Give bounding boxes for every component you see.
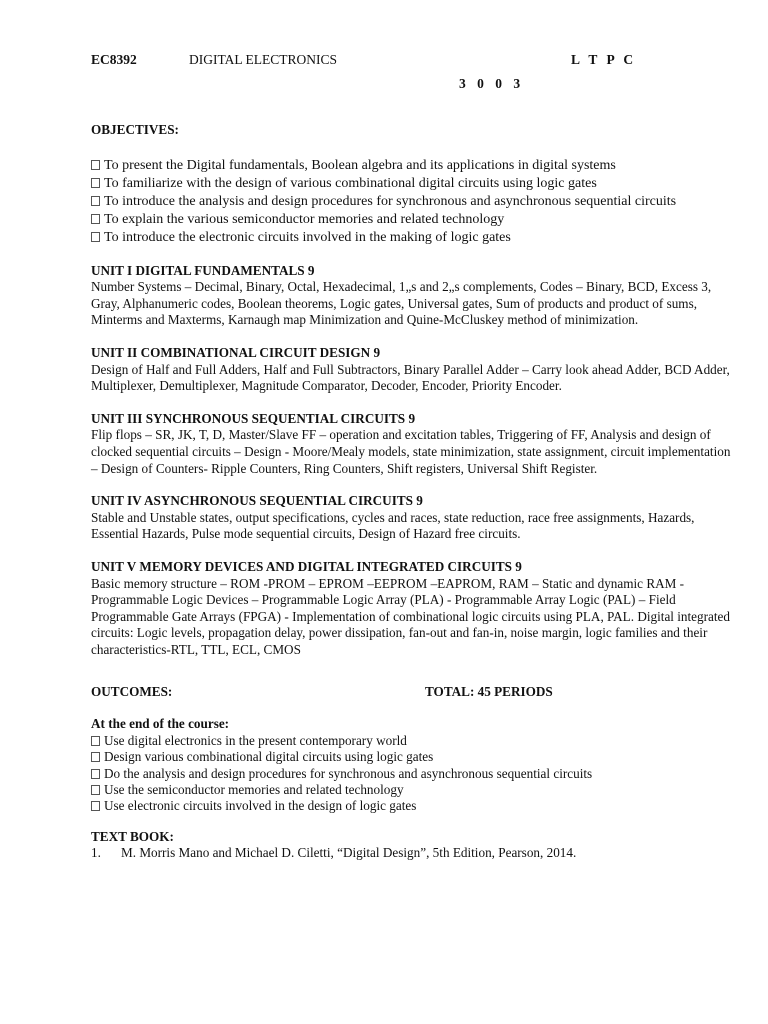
textbook-text: M. Morris Mano and Michael D. Ciletti, “Digital Design”, 5th Edition, Pearson, 2014. <box>121 845 577 861</box>
list-item: Do the analysis and design procedures for synchronous and asynchronous sequential circuits <box>91 766 731 782</box>
unit-body: Stable and Unstable states, output specifications, cycles and races, state reduction, race free assignments, Hazards, Essential Hazards, Pulse mode sequential circuits, Design of Hazard free circuits. <box>91 509 695 542</box>
bullet-box-icon <box>91 160 100 170</box>
unit-body: Basic memory structure – ROM -PROM – EPROM –EEPROM –EAPROM, RAM – Static and dynamic RAM - Programmable Logic Devices – Programmable Logic Array (PLA) - Programmable Array Logic (PAL) – Field Programmable Gate Arrays (FPGA) - Implementation of combinational logic circuits using PLA, PAL. Digital integrated circuits: Logic levels, propagation delay, power dissipation, fan-out and fan-in, noise margin, logic families and their characteristics-RTL, TTL, ECL, CMOS <box>91 575 730 657</box>
bullet-box-icon <box>91 736 100 746</box>
list-item: Use digital electronics in the present contemporary world <box>91 733 731 749</box>
list-item: To explain the various semiconductor memories and related technology <box>91 211 731 229</box>
bullet-box-icon <box>91 178 100 188</box>
objectives-list <box>91 157 731 247</box>
unit-4 <box>91 493 731 543</box>
unit-2 <box>91 345 731 395</box>
bullet-box-icon <box>91 785 100 795</box>
unit-title: UNIT IV ASYNCHRONOUS SEQUENTIAL CIRCUITS 9 <box>91 493 423 509</box>
outcomes-heading: OUTCOMES: <box>91 684 173 700</box>
bullet-box-icon <box>91 752 100 762</box>
unit-title: UNIT V MEMORY DEVICES AND DIGITAL INTEGRATED CIRCUITS 9 <box>91 558 522 574</box>
textbook-heading: TEXT BOOK: <box>91 828 174 844</box>
ltpc-label: L T P C <box>571 52 637 67</box>
ltpc-values: 3 0 0 3 <box>459 76 525 91</box>
textbook-number: 1. <box>91 845 101 861</box>
list-item: Use the semiconductor memories and related technology <box>91 782 731 798</box>
course-code: EC8392 <box>91 52 137 67</box>
list-item: To familiarize with the design of various combinational digital circuits using logic gates <box>91 175 731 193</box>
unit-3 <box>91 411 731 477</box>
list-item: To introduce the electronic circuits involved in the making of logic gates <box>91 229 731 247</box>
unit-1 <box>91 263 731 329</box>
bullet-box-icon <box>91 801 100 811</box>
list-item: Design various combinational digital circuits using logic gates <box>91 749 731 765</box>
unit-5 <box>91 559 731 659</box>
bullet-box-icon <box>91 769 100 779</box>
unit-title: UNIT I DIGITAL FUNDAMENTALS 9 <box>91 262 315 278</box>
unit-body: Number Systems – Decimal, Binary, Octal, Hexadecimal, 1„s and 2„s complements, Codes – Binary, BCD, Excess 3, Gray, Alphanumeric codes, Boolean theorems, Logic gates, Universal gates, Sum of products and product of sums, Minterms and Maxterms, Karnaugh map Minimization and Quine-McCluskey method of minimization. <box>91 279 712 328</box>
unit-body: Design of Half and Full Adders, Half and Full Subtractors, Binary Parallel Adder – Carry look ahead Adder, BCD Adder, Multiplexer, Demultiplexer, Magnitude Comparator, Decoder, Encoder, Priority Encoder. <box>91 361 730 394</box>
outcomes-intro: At the end of the course: <box>91 716 230 732</box>
list-item: To present the Digital fundamentals, Boolean algebra and its applications in digital systems <box>91 157 731 175</box>
total-periods: TOTAL: 45 PERIODS <box>425 684 553 700</box>
bullet-box-icon <box>91 196 100 206</box>
unit-title: UNIT II COMBINATIONAL CIRCUIT DESIGN 9 <box>91 344 381 360</box>
bullet-box-icon <box>91 232 100 242</box>
textbook-item <box>91 845 731 862</box>
list-item: To introduce the analysis and design procedures for synchronous and asynchronous sequential circuits <box>91 193 731 211</box>
outcomes-list <box>91 733 731 814</box>
course-title: DIGITAL ELECTRONICS <box>189 52 338 67</box>
outcomes-row <box>91 684 731 702</box>
unit-body: Flip flops – SR, JK, T, D, Master/Slave FF – operation and excitation tables, Triggering of FF, Analysis and design of clocked sequential circuits – Design - Moore/Mealy models, state minimization, state assignment, circuit implementation – Design of Counters- Ripple Counters, Ring Counters, Shift registers, Universal Shift Register. <box>91 427 731 476</box>
syllabus-page <box>91 52 731 862</box>
unit-title: UNIT III SYNCHRONOUS SEQUENTIAL CIRCUITS 9 <box>91 410 416 426</box>
course-header <box>91 52 731 91</box>
bullet-box-icon <box>91 214 100 224</box>
objectives-heading: OBJECTIVES: <box>91 122 179 137</box>
list-item: Use electronic circuits involved in the design of logic gates <box>91 798 731 814</box>
